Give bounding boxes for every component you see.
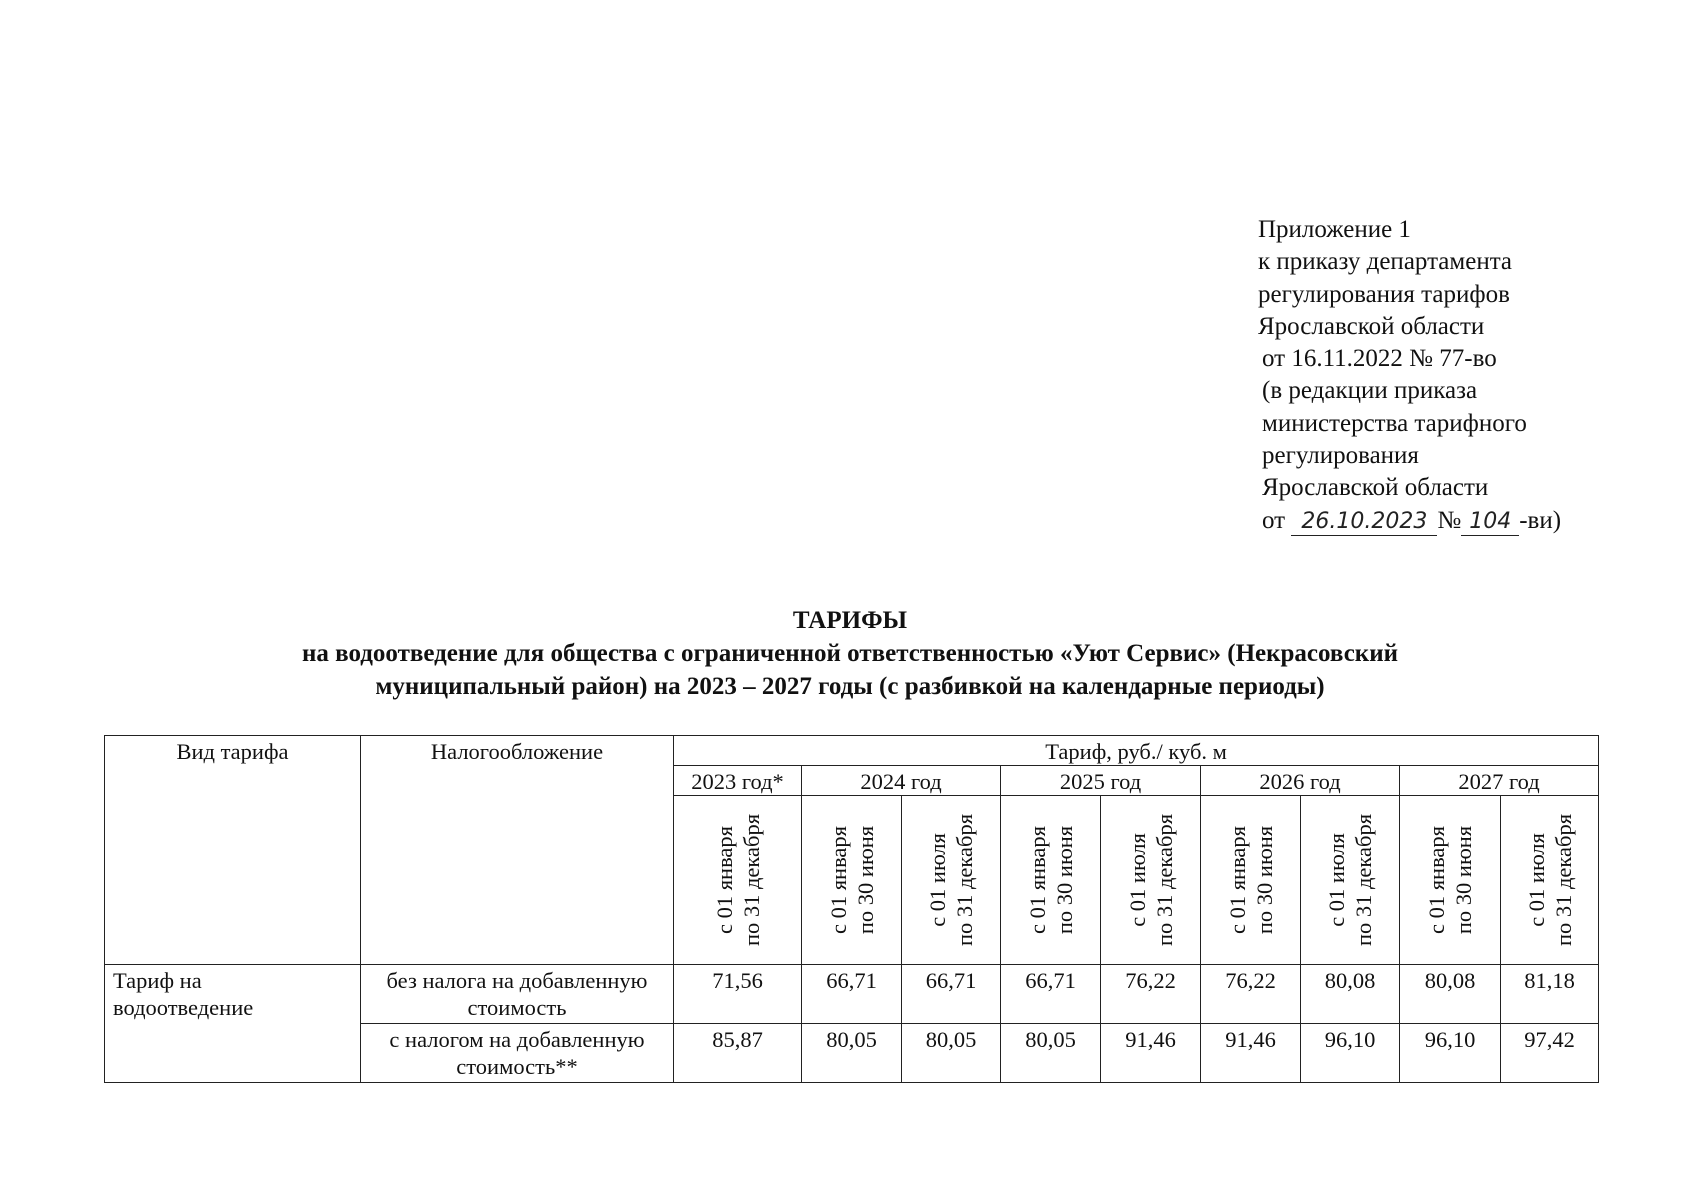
period-start: с 01 января [1224, 825, 1250, 935]
period-start: с 01 июля [925, 833, 950, 927]
document-title [150, 604, 1550, 703]
value-cell: 80,05 [802, 1024, 902, 1083]
col-header-taxation: Налогообложение [361, 736, 674, 965]
title-line-1: на водоотведение для общества с ограниченной ответственностью «Уют Сервис» (Некрасовский [301, 640, 1399, 667]
appendix-line: регулирования тарифов [1258, 280, 1510, 308]
appendix-amendment-line [1258, 505, 1561, 537]
tax-cell [361, 965, 674, 1024]
value-cell: 80,05 [1001, 1024, 1101, 1083]
value-cell: 96,10 [1301, 1024, 1400, 1083]
period-header [1301, 796, 1400, 965]
col-header-tariff-type: Вид тарифа [105, 736, 361, 965]
period-end: по 31 декабря [1351, 813, 1376, 947]
handwritten-date: 26.10.2023 [1291, 509, 1437, 536]
period-end: по 31 декабря [1550, 813, 1576, 947]
period-start: с 01 июля [1324, 833, 1349, 927]
appendix-line: Приложение 1 [1258, 216, 1411, 243]
period-start: с 01 января [825, 825, 851, 935]
value-cell: 91,46 [1201, 1024, 1301, 1083]
tariff-table [104, 735, 1599, 1083]
value-cell: 76,22 [1201, 965, 1301, 1024]
title-heading: ТАРИФЫ [792, 607, 908, 634]
period-end: по 31 декабря [738, 813, 764, 947]
appendix-block [1258, 214, 1561, 537]
year-header: 2025 год [1001, 766, 1201, 796]
tax-line: стоимость** [456, 1054, 578, 1079]
year-header: 2024 год [802, 766, 1001, 796]
value-cell: 91,46 [1101, 1024, 1201, 1083]
period-start: с 01 июля [1124, 833, 1150, 927]
period-header [1501, 796, 1599, 965]
period-header [1201, 796, 1301, 965]
tax-cell [361, 1024, 674, 1083]
appendix-line: Ярославской области [1258, 312, 1485, 340]
handwritten-number: 104 [1461, 509, 1519, 536]
period-header [1001, 796, 1101, 965]
value-cell: 71,56 [674, 965, 802, 1024]
tax-line: без налога на добавленную [386, 968, 648, 993]
col-header-tariff: Тариф, руб./ куб. м [674, 736, 1599, 766]
appendix-line: к приказу департамента [1258, 248, 1513, 276]
value-cell: 81,18 [1501, 965, 1599, 1024]
value-cell: 97,42 [1501, 1024, 1599, 1083]
period-end: по 31 декабря [1151, 813, 1177, 947]
period-start: с 01 января [1424, 825, 1449, 935]
appendix-line: от 16.11.2022 № 77-во [1262, 345, 1497, 373]
value-cell: 80,08 [1400, 965, 1501, 1024]
period-end: по 30 июня [1051, 825, 1077, 935]
tax-line: стоимость [467, 995, 567, 1020]
period-end: по 30 июня [852, 825, 878, 935]
amendment-prefix: от [1262, 506, 1286, 534]
tariff-type-cell [105, 965, 361, 1083]
amendment-suffix: -ви) [1519, 506, 1562, 534]
period-header [802, 796, 902, 965]
appendix-line: (в редакции приказа [1262, 377, 1478, 405]
title-line-2: муниципальный район) на 2023 – 2027 годы (с разбивкой на календарные периоды) [375, 673, 1325, 700]
tariff-type-line: водоотведение [113, 995, 254, 1020]
value-cell: 85,87 [674, 1024, 802, 1083]
appendix-line: Ярославской области [1262, 474, 1489, 502]
period-end: по 31 декабря [952, 813, 977, 947]
period-start: с 01 июля [1523, 833, 1549, 927]
value-cell: 66,71 [1001, 965, 1101, 1024]
number-sign: № [1437, 506, 1462, 534]
value-cell: 96,10 [1400, 1024, 1501, 1083]
period-header [674, 796, 802, 965]
period-header [1400, 796, 1501, 965]
value-cell: 80,05 [902, 1024, 1001, 1083]
value-cell: 66,71 [902, 965, 1001, 1024]
tax-line: с налогом на добавленную [389, 1027, 645, 1052]
appendix-line: министерства тарифного [1262, 409, 1527, 437]
year-header: 2026 год [1201, 766, 1400, 796]
period-start: с 01 января [711, 825, 737, 935]
value-cell: 66,71 [802, 965, 902, 1024]
header-row-1 [105, 736, 1599, 766]
year-header: 2027 год [1400, 766, 1599, 796]
period-end: по 30 июня [1251, 825, 1277, 935]
table-row [105, 965, 1599, 1024]
appendix-line: регулирования [1262, 442, 1419, 470]
year-header: 2023 год* [674, 766, 802, 796]
period-header [1101, 796, 1201, 965]
period-end: по 30 июня [1451, 825, 1476, 935]
value-cell: 76,22 [1101, 965, 1201, 1024]
period-start: с 01 января [1024, 825, 1050, 935]
tariff-type-line: Тариф на [113, 968, 202, 993]
value-cell: 80,08 [1301, 965, 1400, 1024]
period-header [902, 796, 1001, 965]
